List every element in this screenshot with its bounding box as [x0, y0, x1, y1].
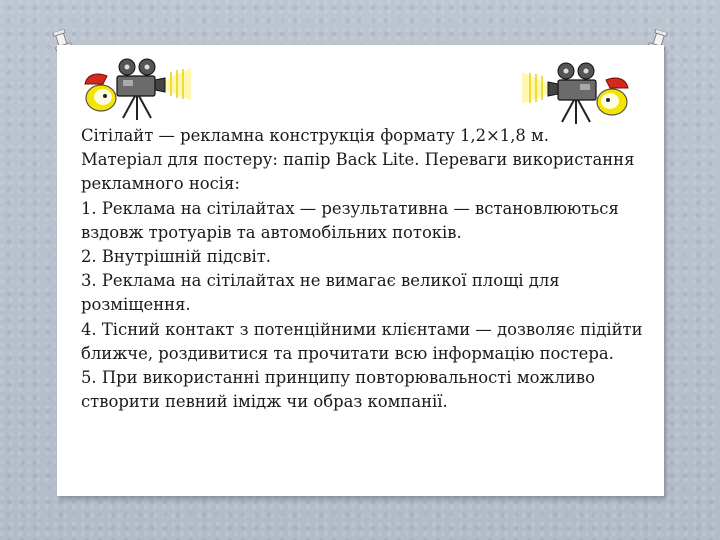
list-item-3: 3. Реклама на сітілайтах не вимагає великої площі для	[81, 271, 560, 291]
text-line: Сітілайт — рекламна конструкція формату 1,2×1,8 м.	[81, 126, 550, 145]
list-item-4: 4. Тісний контакт з потенційними клієнтами — дозволяє підійти	[81, 319, 643, 339]
movie-camera-icon	[520, 60, 630, 126]
list-item-5: 5. При використанні принципу повторювальності можливо	[81, 368, 595, 388]
text-line: вздовж тротуарів та автомобільних потоків.	[81, 222, 462, 242]
movie-camera-icon	[83, 56, 193, 122]
text-line: рекламного носія:	[81, 174, 240, 194]
list-item-2: 2. Внутрішній підсвіт.	[81, 247, 271, 267]
text-line: Матеріал для постеру: папір Back Lite. Переваги використання	[81, 150, 635, 170]
list-item-1: 1. Реклама на сітілайтах — результативна — встановлюються	[81, 198, 619, 218]
slide-body-text	[81, 124, 681, 414]
text-line: розміщення.	[81, 295, 191, 315]
text-line: ближче, роздивитися та прочитати всю інформацію постера.	[81, 343, 614, 363]
text-line: створити певний імідж чи образ компанії.	[81, 392, 448, 412]
